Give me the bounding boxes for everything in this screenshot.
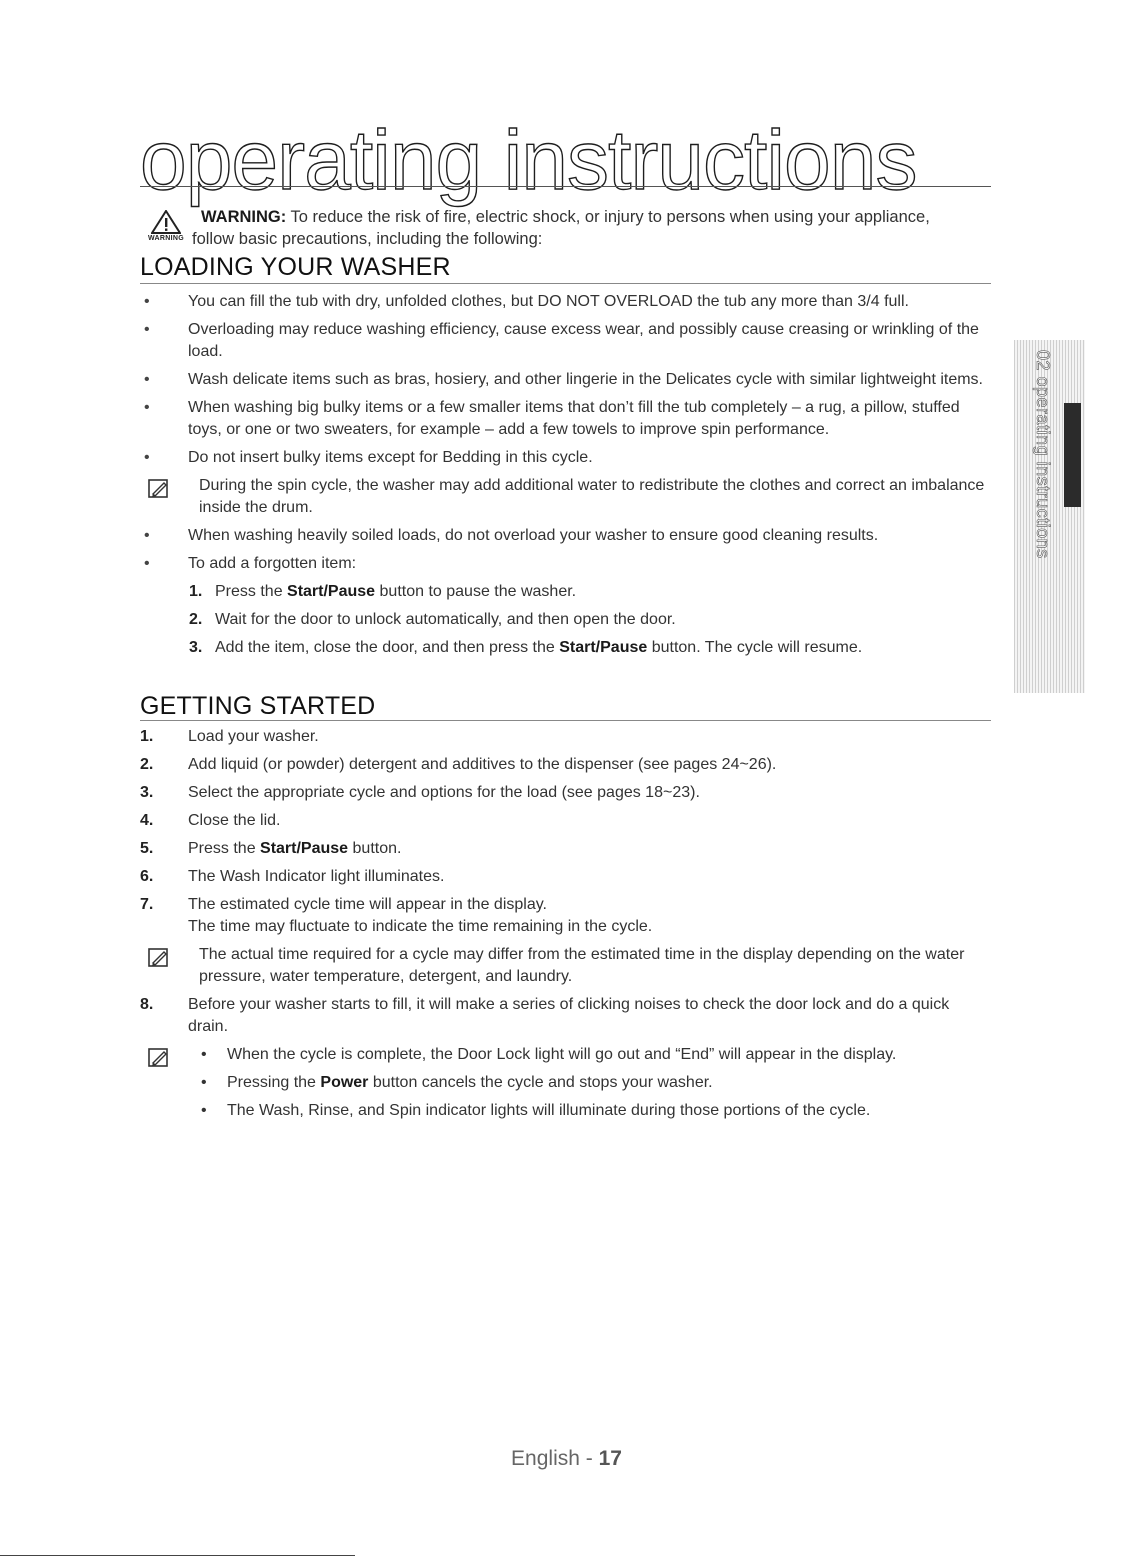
list-item: • Pressing the Power button cancels the cycle and stops your washer. bbox=[201, 1074, 713, 1091]
list-item: • When washing big bulky items or a few smaller items that don’t fill the tub completely – a rug, a pillow, stuffed toys, or one or two sweaters, for example – add a few towels to improve spin performance. bbox=[144, 399, 960, 438]
list-item: • When washing heavily soiled loads, do not overload your washer to ensure good cleaning results. bbox=[144, 527, 879, 544]
warning-block bbox=[140, 206, 1000, 248]
list-item: 5. Press the Start/Pause button. bbox=[140, 840, 402, 857]
list-item: • Do not insert bulky items except for Bedding in this cycle. bbox=[144, 449, 593, 466]
bottom-rule bbox=[0, 1555, 355, 1556]
list-item: • The Wash, Rinse, and Spin indicator lights will illuminate during those portions of the cycle. bbox=[201, 1102, 871, 1119]
list-item: 8. Before your washer starts to fill, it will make a series of clicking noises to check the door lock and do a quick drain. bbox=[140, 996, 950, 1035]
list-item: 4. Close the lid. bbox=[140, 812, 281, 829]
loading-section bbox=[140, 291, 990, 665]
list-item: 3. Add the item, close the door, and then press the Start/Pause button. The cycle will resume. bbox=[189, 639, 863, 656]
note bbox=[140, 1044, 990, 1122]
list-item: 1. Press the Start/Pause button to pause the washer. bbox=[189, 583, 577, 600]
warning-caption: WARNING bbox=[148, 235, 184, 242]
heading-rule bbox=[140, 283, 991, 284]
note-pencil-icon bbox=[147, 478, 171, 507]
list-item: • You can fill the tub with dry, unfolded clothes, but DO NOT OVERLOAD the tub any more than 3/4 full. bbox=[144, 293, 909, 310]
warning-text-1: To reduce the risk of fire, electric shock, or injury to persons when using your appliance, bbox=[290, 208, 930, 226]
warning-lead: WARNING: bbox=[201, 208, 287, 226]
list-item: 6. The Wash Indicator light illuminates. bbox=[140, 868, 445, 885]
note-pencil-icon bbox=[147, 1047, 171, 1076]
heading-loading: LOADING YOUR WASHER bbox=[140, 253, 451, 281]
list-item: 2. Wait for the door to unlock automatically, and then open the door. bbox=[189, 611, 676, 628]
warning-text-2: follow basic precautions, including the following: bbox=[192, 230, 543, 248]
title-divider bbox=[140, 186, 991, 187]
note: During the spin cycle, the washer may add additional water to redistribute the clothes and correct an imbalance inside the drum. bbox=[140, 475, 990, 519]
list-item: • Overloading may reduce washing efficiency, cause excess wear, and possibly cause creasing or wrinkling of the load. bbox=[144, 321, 979, 360]
chapter-tab bbox=[1014, 340, 1085, 693]
page-title: operating instructions bbox=[140, 113, 917, 207]
chapter-marker bbox=[1064, 403, 1081, 507]
page-number: 17 bbox=[598, 1447, 622, 1470]
page-footer bbox=[0, 1447, 1133, 1471]
list-item: • To add a forgotten item: bbox=[144, 555, 357, 572]
heading-getting-started: GETTING STARTED bbox=[140, 692, 376, 720]
warning-text bbox=[201, 206, 1000, 228]
getting-started-section bbox=[140, 726, 990, 1128]
list-item: • Wash delicate items such as bras, hosiery, and other lingerie in the Delicates cycle with similar lightweight items. bbox=[144, 371, 983, 388]
heading-rule bbox=[140, 720, 991, 721]
list-item: 7. The estimated cycle time will appear in the display. The time may fluctuate to indicate the time remaining in the cycle. bbox=[140, 896, 653, 935]
note: The actual time required for a cycle may differ from the estimated time in the display depending on the water pressure, water temperature, detergent, and laundry. bbox=[140, 944, 990, 988]
list-item: 1. Load your washer. bbox=[140, 728, 319, 745]
note-pencil-icon bbox=[147, 947, 171, 976]
chapter-tab-label: 02 operating instructions bbox=[1033, 350, 1053, 559]
warning-triangle-icon bbox=[140, 210, 192, 242]
footer-language: English - bbox=[511, 1447, 599, 1470]
list-item: • When the cycle is complete, the Door Lock light will go out and “End” will appear in the display. bbox=[201, 1046, 897, 1063]
list-item: 3. Select the appropriate cycle and options for the load (see pages 18~23). bbox=[140, 784, 700, 801]
list-item: 2. Add liquid (or powder) detergent and additives to the dispenser (see pages 24~26). bbox=[140, 756, 777, 773]
